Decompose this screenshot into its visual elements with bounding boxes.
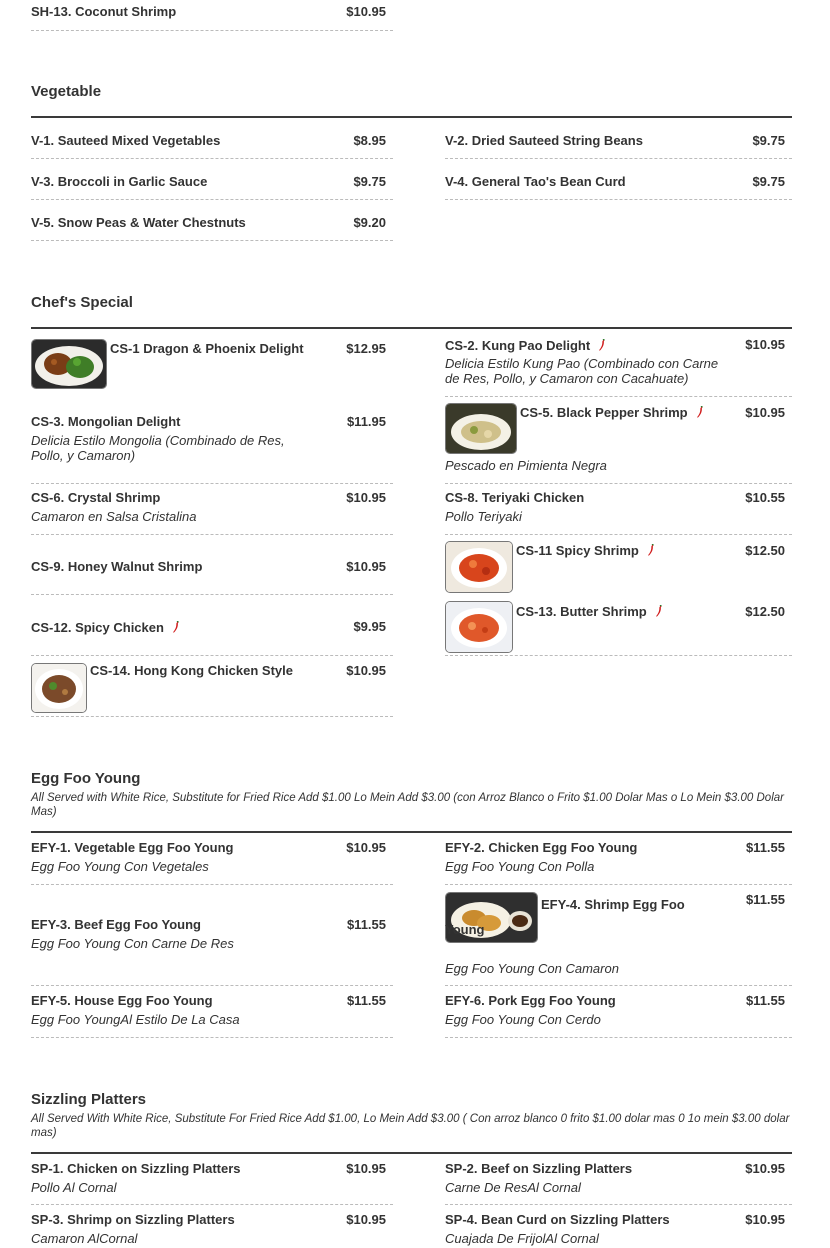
menu-item-efy2[interactable]	[445, 836, 792, 885]
menu-item-cs11[interactable]	[445, 535, 792, 594]
dish-photo[interactable]	[445, 541, 513, 593]
dish-photo[interactable]	[31, 339, 107, 389]
item-name: V-2. Dried Sauteed String Beans	[445, 133, 643, 148]
item-name: V-1. Sauteed Mixed Vegetables	[31, 133, 221, 148]
item-name: V-5. Snow Peas & Water Chestnuts	[31, 215, 246, 230]
item-price: $10.95	[346, 490, 386, 505]
item-name: SP-1. Chicken on Sizzling Platters	[31, 1161, 241, 1176]
item-description: Camaron en Salsa Cristalina	[31, 509, 197, 524]
menu-item-cs1[interactable]	[31, 333, 393, 396]
item-name: V-3. Broccoli in Garlic Sauce	[31, 174, 208, 189]
item-price: $10.95	[745, 337, 785, 352]
menu-item-cs14[interactable]	[31, 657, 393, 717]
item-name	[516, 543, 655, 558]
menu-item-efy6[interactable]	[445, 988, 792, 1038]
item-name: CS-3. Mongolian Delight	[31, 414, 181, 429]
item-name: SH-13. Coconut Shrimp	[31, 4, 177, 19]
item-name: EFY-5. House Egg Foo Young	[31, 993, 213, 1008]
item-price: $12.50	[745, 543, 785, 558]
item-description: Egg Foo Young Con Vegetales	[31, 859, 209, 874]
section-title-sizzling-platters: Sizzling Platters	[31, 1091, 147, 1108]
menu-item-v5[interactable]	[31, 204, 393, 241]
item-description: Camaron AlCornal	[31, 1231, 138, 1246]
item-description: Delicia Estilo Mongolia (Combinado de Res, Pollo, y Camaron)	[31, 433, 285, 463]
menu-item-efy1[interactable]	[31, 836, 393, 885]
item-name-text: CS-11 Spicy Shrimp	[516, 543, 639, 558]
item-name: EFY-3. Beef Egg Foo Young	[31, 917, 201, 932]
pepper-icon	[655, 605, 663, 617]
item-price: $9.95	[353, 619, 386, 634]
item-name: EFY-2. Chicken Egg Foo Young	[445, 840, 638, 855]
item-name-text: CS-2. Kung Pao Delight	[445, 338, 591, 353]
item-name: CS-8. Teriyaki Chicken	[445, 490, 585, 505]
item-price: $10.95	[745, 405, 785, 420]
item-name	[31, 620, 180, 635]
dish-photo[interactable]	[445, 601, 513, 653]
item-name	[445, 338, 606, 353]
menu-item-cs3[interactable]	[31, 396, 393, 484]
item-name: V-4. General Tao's Bean Curd	[445, 174, 626, 189]
item-price: $10.95	[346, 1212, 386, 1227]
menu-item-sp1[interactable]	[31, 1157, 393, 1205]
menu-item-efy4[interactable]	[445, 886, 792, 986]
menu-item-v4[interactable]	[445, 163, 792, 200]
item-name: EFY-1. Vegetable Egg Foo Young	[31, 840, 234, 855]
item-price: $11.55	[745, 892, 785, 907]
item-price: $9.75	[752, 174, 785, 189]
section-title-chefs-special: Chef's Special	[31, 294, 133, 311]
item-price: $10.95	[346, 663, 386, 678]
item-name: CS-9. Honey Walnut Shrimp	[31, 559, 203, 574]
menu-item-cs9[interactable]	[31, 535, 393, 595]
item-name: SP-3. Shrimp on Sizzling Platters	[31, 1212, 235, 1227]
item-price: $11.55	[346, 917, 386, 932]
section-divider	[31, 1152, 792, 1154]
section-note: All Served with White Rice, Substitute for Fried Rice Add $1.00 Lo Mein Add $3.00 (con Arroz Blanco o Frito $1.00 Dolar Mas o Lo Mein $3.00 Dolar Mas)	[31, 792, 784, 818]
item-price: $11.55	[346, 993, 386, 1008]
item-price: $10.95	[745, 1212, 785, 1227]
menu-item-v1[interactable]	[31, 122, 393, 159]
item-price: $10.95	[346, 1161, 386, 1176]
menu-item-cs8[interactable]	[445, 484, 792, 535]
item-price: $11.55	[745, 993, 785, 1008]
pepper-icon	[598, 339, 606, 351]
item-description: Egg Foo Young Con Camaron	[445, 961, 619, 976]
menu-item-sp4[interactable]	[445, 1208, 792, 1248]
menu-item-cs13[interactable]	[445, 596, 792, 656]
item-price: $10.55	[745, 490, 785, 505]
pepper-icon	[647, 544, 655, 556]
menu-item-cs5[interactable]	[445, 401, 792, 484]
section-divider	[31, 327, 792, 329]
item-name: EFY-4. Shrimp Egg Foo Young	[445, 897, 685, 937]
item-name: CS-14. Hong Kong Chicken Style	[90, 663, 293, 678]
item-price: $9.75	[353, 174, 386, 189]
item-name	[516, 604, 663, 619]
item-description: Pollo Teriyaki	[445, 509, 522, 524]
item-name	[520, 405, 704, 420]
item-description: Egg Foo Young Con Cerdo	[445, 1012, 601, 1027]
item-price: $12.50	[745, 604, 785, 619]
item-price: $10.95	[745, 1161, 785, 1176]
item-description: Carne De ResAl Cornal	[445, 1180, 581, 1195]
item-name: EFY-6. Pork Egg Foo Young	[445, 993, 616, 1008]
section-divider	[31, 116, 792, 118]
item-description: Pescado en Pimienta Negra	[445, 458, 607, 473]
item-description: Pollo Al Cornal	[31, 1180, 117, 1195]
item-name: SP-4. Bean Curd on Sizzling Platters	[445, 1212, 670, 1227]
item-name: CS-1 Dragon & Phoenix Delight	[110, 341, 304, 356]
item-description: Egg Foo YoungAl Estilo De La Casa	[31, 1012, 240, 1027]
menu-item-v3[interactable]	[31, 163, 393, 200]
pepper-icon	[172, 621, 180, 633]
item-description: Delicia Estilo Kung Pao (Combinado con Carne de Res, Pollo, y Camaron con Cacahuate)	[445, 356, 719, 386]
item-price: $8.95	[353, 133, 386, 148]
item-price: $9.20	[353, 215, 386, 230]
dish-photo[interactable]	[31, 663, 87, 713]
item-name-text: CS-12. Spicy Chicken	[31, 620, 164, 635]
section-note: All Served With White Rice, Substitute For Fried Rice Add $1.00, Lo Mein Add $3.00 ( Con arroz blanco 0 frito $1.00 dolar mas 0 1o mein $3.00 dolar mas)	[31, 1113, 790, 1139]
item-description: Cuajada De FrijolAl Cornal	[445, 1231, 599, 1246]
menu-item-cs2[interactable]	[445, 333, 792, 397]
item-price: $10.95	[346, 559, 386, 574]
section-title-egg-foo-young: Egg Foo Young	[31, 770, 141, 787]
menu-item-sh13[interactable]	[31, 0, 393, 31]
menu-item-cs12[interactable]	[31, 596, 393, 656]
item-price: $11.95	[346, 414, 386, 429]
item-name-text: CS-13. Butter Shrimp	[516, 604, 647, 619]
section-title-vegetable: Vegetable	[31, 83, 102, 100]
item-price: $11.55	[745, 840, 785, 855]
menu-item-v2[interactable]	[445, 122, 792, 159]
item-price: $12.95	[346, 341, 386, 356]
item-name-text: CS-5. Black Pepper Shrimp	[520, 405, 688, 420]
item-description: Egg Foo Young Con Polla	[445, 859, 595, 874]
item-price: $10.95	[346, 4, 386, 19]
pepper-icon	[696, 406, 704, 418]
item-price: $9.75	[752, 133, 785, 148]
menu-item-efy5[interactable]	[31, 988, 393, 1038]
item-name: CS-6. Crystal Shrimp	[31, 490, 161, 505]
dish-photo[interactable]	[445, 403, 517, 454]
item-description: Egg Foo Young Con Carne De Res	[31, 936, 234, 951]
item-name: SP-2. Beef on Sizzling Platters	[445, 1161, 633, 1176]
menu-item-sp3[interactable]	[31, 1208, 393, 1248]
menu-item-sp2[interactable]	[445, 1157, 792, 1205]
menu-item-cs6[interactable]	[31, 484, 393, 535]
menu-item-efy3[interactable]	[31, 886, 393, 986]
item-price: $10.95	[346, 840, 386, 855]
section-divider	[31, 831, 792, 833]
